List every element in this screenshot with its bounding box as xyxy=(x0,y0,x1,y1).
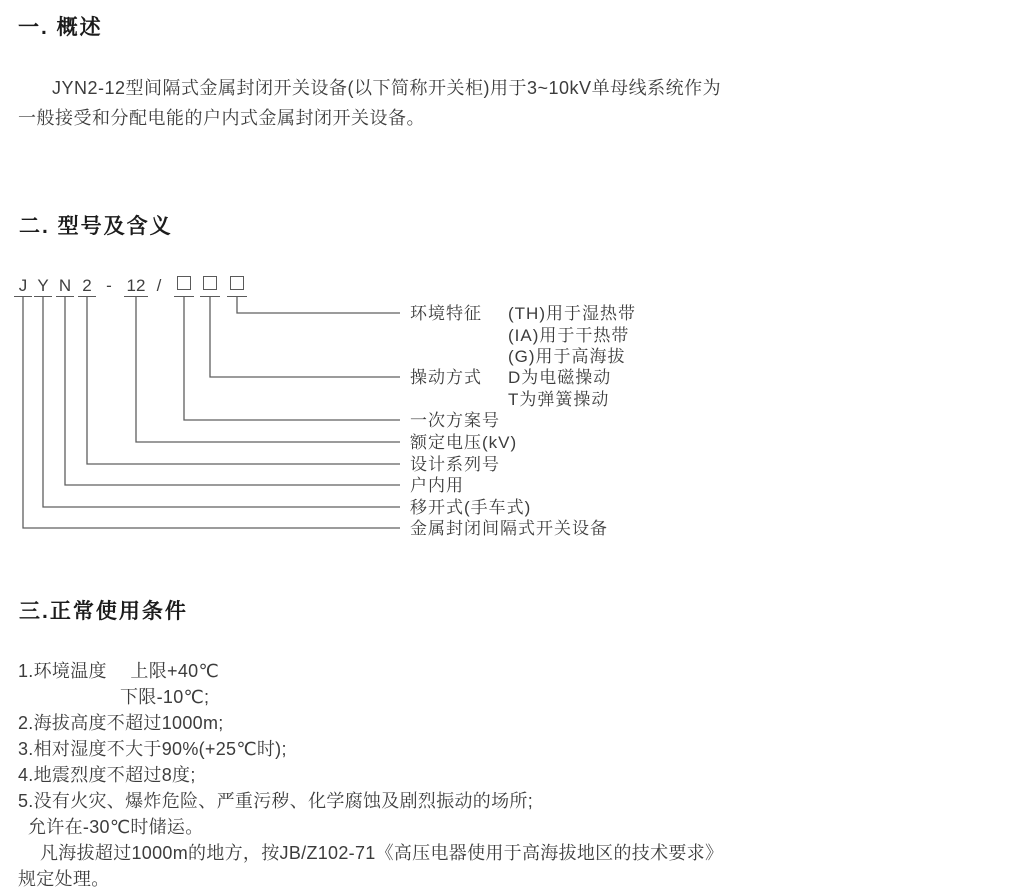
legend-primary-scheme-no: 一次方案号 xyxy=(410,411,500,430)
section2-heading: 二. 型号及含义 xyxy=(19,215,173,238)
condition-lower-limit: 下限-10℃; xyxy=(120,687,210,707)
condition-ambient-temperature: 1.环境温度 上限+40℃ xyxy=(18,661,219,681)
model-char-12: 12 xyxy=(124,276,148,297)
legend-indoor-use: 户内用 xyxy=(410,476,464,495)
model-char-N: N xyxy=(56,276,74,297)
condition-environment-hazards: 5.没有火灾、爆炸危险、严重污秽、化学腐蚀及剧烈振动的场所; xyxy=(18,791,534,811)
section1-heading: 一. 概述 xyxy=(18,16,103,39)
legend-operating-mode: 操动方式 xyxy=(410,368,482,387)
condition-humidity: 3.相对湿度不大于90%(+25℃时); xyxy=(18,739,287,759)
condition-altitude: 2.海拔高度不超过1000m; xyxy=(18,713,224,733)
model-connector-lines xyxy=(0,270,410,540)
condition-high-altitude-note-line2: 规定处理。 xyxy=(18,869,110,887)
legend-note-g: (G)用于高海拔 xyxy=(508,347,626,366)
condition-storage-transport: 允许在-30℃时储运。 xyxy=(28,817,204,837)
legend-note-th: (TH)用于湿热带 xyxy=(508,304,636,323)
legend-note-ia: (IA)用于干热带 xyxy=(508,326,630,345)
legend-metal-enclosed-switchgear: 金属封闭间隔式开关设备 xyxy=(410,519,608,538)
legend-note-d: D为电磁操动 xyxy=(508,368,612,387)
section3-heading: 三.正常使用条件 xyxy=(19,600,188,623)
legend-rated-voltage: 额定电压(kV) xyxy=(410,433,518,452)
model-char-Y: Y xyxy=(34,276,52,297)
legend-note-t: T为弹簧操动 xyxy=(508,390,610,409)
condition-seismic-intensity: 4.地震烈度不超过8度; xyxy=(18,765,196,785)
model-char-J: J xyxy=(14,276,32,297)
section1-paragraph-line2: 一般接受和分配电能的户内式金属封闭开关设备。 xyxy=(18,108,425,128)
legend-environment-feature: 环境特征 xyxy=(410,304,482,323)
model-char-slash: / xyxy=(156,276,162,295)
legend-withdrawable-type: 移开式(手车式) xyxy=(410,498,532,517)
legend-design-series-no: 设计系列号 xyxy=(410,455,500,474)
section1-paragraph-line1: JYN2-12型间隔式金属封闭开关设备(以下简称开关柜)用于3~10kV单母线系统作为 xyxy=(52,78,722,98)
model-char-dash: - xyxy=(106,276,112,295)
condition-high-altitude-note-line1: 凡海拔超过1000m的地方，按JB/Z102-71《高压电器使用于高海拔地区的技术要求》 xyxy=(40,843,724,863)
model-char-2: 2 xyxy=(78,276,96,297)
